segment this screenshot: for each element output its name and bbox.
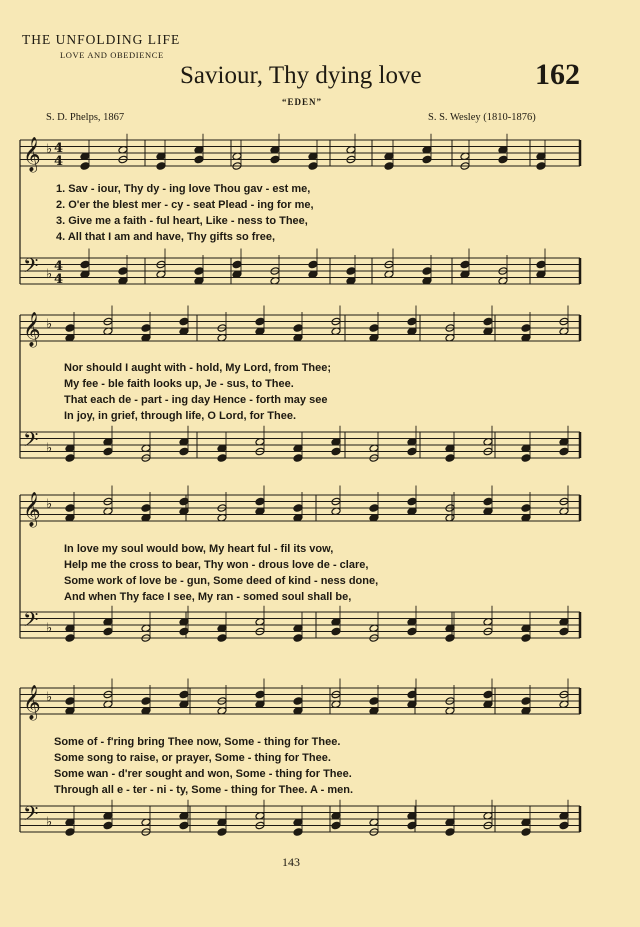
note-head xyxy=(232,260,242,269)
lyric-line: 3. Give me a faith - ful heart, Like - ness to Thee, xyxy=(56,215,308,227)
note-head xyxy=(521,828,531,837)
note-head xyxy=(536,260,546,269)
treble-clef-icon: 𝄞 xyxy=(23,685,41,720)
lyric-line: That each de - part - ing day Hence - forth may see xyxy=(64,394,328,406)
note-head xyxy=(217,828,227,837)
bass-clef-icon: 𝄢 xyxy=(23,802,39,830)
note-head xyxy=(422,267,432,276)
time-signature: 4 xyxy=(54,259,64,274)
lyric-line: And when Thy face I see, My ran - somed soul shall be, xyxy=(64,591,352,603)
treble-clef-icon: 𝄞 xyxy=(23,137,41,172)
note-head xyxy=(179,447,189,456)
lyric-line: 4. All that I am and have, Thy gifts so free, xyxy=(56,231,276,243)
lyric-line: Some wan - d'rer sought and won, Some - thing for Thee. xyxy=(54,768,352,780)
bass-clef-icon: 𝄢 xyxy=(23,254,39,282)
lyric-line: My fee - ble faith looks up, Je - sus, to Thee. xyxy=(64,378,294,390)
flat-sign-icon: ♭ xyxy=(46,441,53,456)
note-head xyxy=(255,497,265,506)
note-head xyxy=(445,828,455,837)
note-head xyxy=(369,324,379,333)
tune-name: “EDEN” xyxy=(282,97,323,107)
flat-sign-icon: ♭ xyxy=(46,267,53,282)
flat-sign-icon: ♭ xyxy=(46,815,53,830)
note-head xyxy=(293,828,303,837)
note-head xyxy=(65,504,75,513)
note-head xyxy=(80,162,90,171)
note-head xyxy=(422,155,432,164)
flat-sign-icon: ♭ xyxy=(46,142,53,157)
note-head xyxy=(407,317,417,326)
note-head xyxy=(141,504,151,513)
note-head xyxy=(65,454,75,463)
time-signature: 4 xyxy=(54,154,64,169)
treble-clef-icon: 𝄞 xyxy=(23,312,41,347)
note-head xyxy=(293,504,303,513)
note-head xyxy=(255,690,265,699)
lyric-line: Nor should I aught with - hold, My Lord, from Thee; xyxy=(64,362,332,374)
note-head xyxy=(293,324,303,333)
bass-clef-icon: 𝄢 xyxy=(23,428,39,456)
note-head xyxy=(559,627,569,636)
lyric-line: 2. O'er the blest mer - cy - seat Plead - ing for me, xyxy=(56,199,314,211)
note-head xyxy=(308,260,318,269)
note-head xyxy=(293,454,303,463)
lyric-line: Through all e - ter - ni - ty, Some - thing for Thee. A - men. xyxy=(54,784,354,796)
author-credit: S. D. Phelps, 1867 xyxy=(46,112,125,123)
note-head xyxy=(65,634,75,643)
note-head xyxy=(483,317,493,326)
note-head xyxy=(536,162,546,171)
note-head xyxy=(103,447,113,456)
treble-clef-icon: 𝄞 xyxy=(23,492,41,527)
note-head xyxy=(483,690,493,699)
note-head xyxy=(156,162,166,171)
note-head xyxy=(308,162,318,171)
note-head xyxy=(179,627,189,636)
bass-clef-icon: 𝄢 xyxy=(23,608,39,636)
note-head xyxy=(384,162,394,171)
composer-credit: S. S. Wesley (1810-1876) xyxy=(428,112,536,123)
note-head xyxy=(270,155,280,164)
note-head xyxy=(179,317,189,326)
note-head xyxy=(103,627,113,636)
note-head xyxy=(407,497,417,506)
note-head xyxy=(407,627,417,636)
note-head xyxy=(369,697,379,706)
hymn-title: Saviour, Thy dying love xyxy=(180,62,422,89)
note-head xyxy=(521,697,531,706)
note-head xyxy=(217,634,227,643)
note-head xyxy=(293,697,303,706)
lyric-line: In joy, in grief, through life, O Lord, for Thee. xyxy=(64,410,297,422)
note-head xyxy=(179,690,189,699)
note-head xyxy=(460,260,470,269)
note-head xyxy=(103,821,113,830)
note-head xyxy=(407,447,417,456)
flat-sign-icon: ♭ xyxy=(46,497,53,512)
note-head xyxy=(255,317,265,326)
note-head xyxy=(498,155,508,164)
note-head xyxy=(369,504,379,513)
note-head xyxy=(483,497,493,506)
flat-sign-icon: ♭ xyxy=(46,317,53,332)
note-head xyxy=(65,697,75,706)
note-head xyxy=(118,267,128,276)
note-head xyxy=(80,260,90,269)
lyric-line: Some of - f'ring bring Thee now, Some - thing for Thee. xyxy=(54,736,341,748)
note-head xyxy=(559,447,569,456)
flat-sign-icon: ♭ xyxy=(46,690,53,705)
note-head xyxy=(179,821,189,830)
section-title: THE UNFOLDING LIFE xyxy=(22,32,181,47)
note-head xyxy=(445,634,455,643)
note-head xyxy=(445,454,455,463)
section-subtitle: LOVE AND OBEDIENCE xyxy=(60,50,164,60)
lyric-line: Some work of love be - gun, Some deed of kind - ness done, xyxy=(64,575,379,587)
lyric-line: 1. Sav - iour, Thy dy - ing love Thou gav - est me, xyxy=(56,183,311,195)
note-head xyxy=(521,324,531,333)
hymn-number: 162 xyxy=(535,58,580,91)
note-head xyxy=(194,155,204,164)
note-head xyxy=(521,504,531,513)
note-head xyxy=(346,267,356,276)
note-head xyxy=(65,324,75,333)
note-head xyxy=(293,634,303,643)
note-head xyxy=(331,627,341,636)
lyric-line: Some song to raise, or prayer, Some - thing for Thee. xyxy=(54,752,331,764)
page-number: 143 xyxy=(282,855,300,869)
flat-sign-icon: ♭ xyxy=(46,621,53,636)
note-head xyxy=(559,821,569,830)
lyric-line: In love my soul would bow, My heart ful - fil its vow, xyxy=(64,543,334,555)
note-head xyxy=(217,454,227,463)
note-head xyxy=(179,497,189,506)
note-head xyxy=(141,324,151,333)
note-head xyxy=(521,634,531,643)
note-head xyxy=(331,821,341,830)
note-head xyxy=(65,828,75,837)
note-head xyxy=(521,454,531,463)
note-head xyxy=(331,447,341,456)
lyric-line: Help me the cross to bear, Thy won - drous love de - clare, xyxy=(64,559,369,571)
note-head xyxy=(194,267,204,276)
time-signature: 4 xyxy=(54,141,64,156)
time-signature: 4 xyxy=(54,272,64,287)
note-head xyxy=(141,697,151,706)
